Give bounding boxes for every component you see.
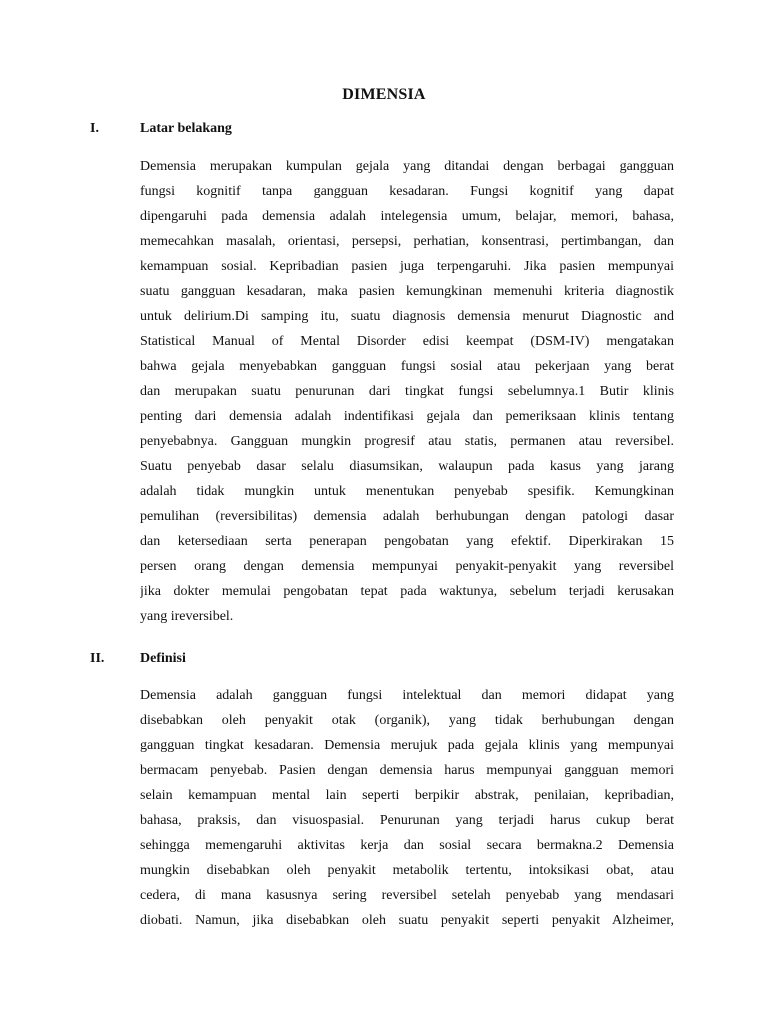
text-line: dan ketersediaan serta penerapan pengobatan yang efektif. Diperkirakan 15 <box>140 534 674 549</box>
document-title: DIMENSIA <box>342 86 426 103</box>
text-line: selain kemampuan mental lain seperti berpikir abstrak, penilaian, kepribadian, <box>140 788 674 803</box>
text-line: yang ireversibel. <box>140 609 234 624</box>
text-line: suatu gangguan kesadaran, maka pasien kemungkinan memenuhi kriteria diagnostik <box>140 284 674 299</box>
section-number: II. <box>90 651 105 666</box>
text-line: sehingga memengaruhi aktivitas kerja dan sosial secara bermakna.2 Demensia <box>140 838 674 853</box>
text-line: Demensia adalah gangguan fungsi intelektual dan memori didapat yang <box>140 688 674 703</box>
text-line: memecahkan masalah, orientasi, persepsi, perhatian, konsentrasi, pertimbangan, dan <box>140 234 674 249</box>
section-number: I. <box>90 121 99 136</box>
section-title: Definisi <box>140 651 186 666</box>
text-line: dan merupakan suatu penurunan dari tingkat fungsi sebelumnya.1 Butir klinis <box>140 384 674 399</box>
text-line: bermacam penyebab. Pasien dengan demensia harus mempunyai gangguan memori <box>140 763 674 778</box>
text-line: gangguan tingkat kesadaran. Demensia merujuk pada gejala klinis yang mempunyai <box>140 738 674 753</box>
text-line: penting dari demensia adalah indentifikasi gejala dan pemeriksaan klinis tentang <box>140 409 674 424</box>
text-line: fungsi kognitif tanpa gangguan kesadaran. Fungsi kognitif yang dapat <box>140 184 674 199</box>
text-line: cedera, di mana kasusnya sering reversibel setelah penyebab yang mendasari <box>140 888 674 903</box>
text-line: disebabkan oleh penyakit otak (organik), yang tidak berhubungan dengan <box>140 713 674 728</box>
text-line: pemulihan (reversibilitas) demensia adalah berhubungan dengan patologi dasar <box>140 509 674 524</box>
text-line: untuk delirium.Di samping itu, suatu diagnosis demensia menurut Diagnostic and <box>140 309 674 324</box>
text-line: kemampuan sosial. Kepribadian pasien juga terpengaruhi. Jika pasien mempunyai <box>140 259 674 274</box>
text-line: adalah tidak mungkin untuk menentukan penyebab spesifik. Kemungkinan <box>140 484 674 499</box>
text-line: dipengaruhi pada demensia adalah intelegensia umum, belajar, memori, bahasa, <box>140 209 674 224</box>
section-heading-latar-belakang <box>90 121 232 137</box>
paragraph-definisi <box>140 683 674 933</box>
text-line: Statistical Manual of Mental Disorder edisi keempat (DSM-IV) mengatakan <box>140 334 674 349</box>
text-line: Suatu penyebab dasar selalu diasumsikan, walaupun pada kasus yang jarang <box>140 459 674 474</box>
paragraph-latar-belakang <box>140 154 674 629</box>
text-line: diobati. Namun, jika disebabkan oleh suatu penyakit seperti penyakit Alzheimer, <box>140 913 674 928</box>
text-line: penyebabnya. Gangguan mungkin progresif atau statis, permanen atau reversibel. <box>140 434 674 449</box>
section-heading-definisi <box>90 651 186 667</box>
text-line: jika dokter memulai pengobatan tepat pada waktunya, sebelum terjadi kerusakan <box>140 584 674 599</box>
section-title: Latar belakang <box>140 121 232 136</box>
text-line: mungkin disebabkan oleh penyakit metabolik tertentu, intoksikasi obat, atau <box>140 863 674 878</box>
text-line: bahwa gejala menyebabkan gangguan fungsi sosial atau pekerjaan yang berat <box>140 359 674 374</box>
text-line: Demensia merupakan kumpulan gejala yang ditandai dengan berbagai gangguan <box>140 159 674 174</box>
text-line: bahasa, praksis, dan visuospasial. Penurunan yang terjadi harus cukup berat <box>140 813 674 828</box>
text-line: persen orang dengan demensia mempunyai penyakit-penyakit yang reversibel <box>140 559 674 574</box>
